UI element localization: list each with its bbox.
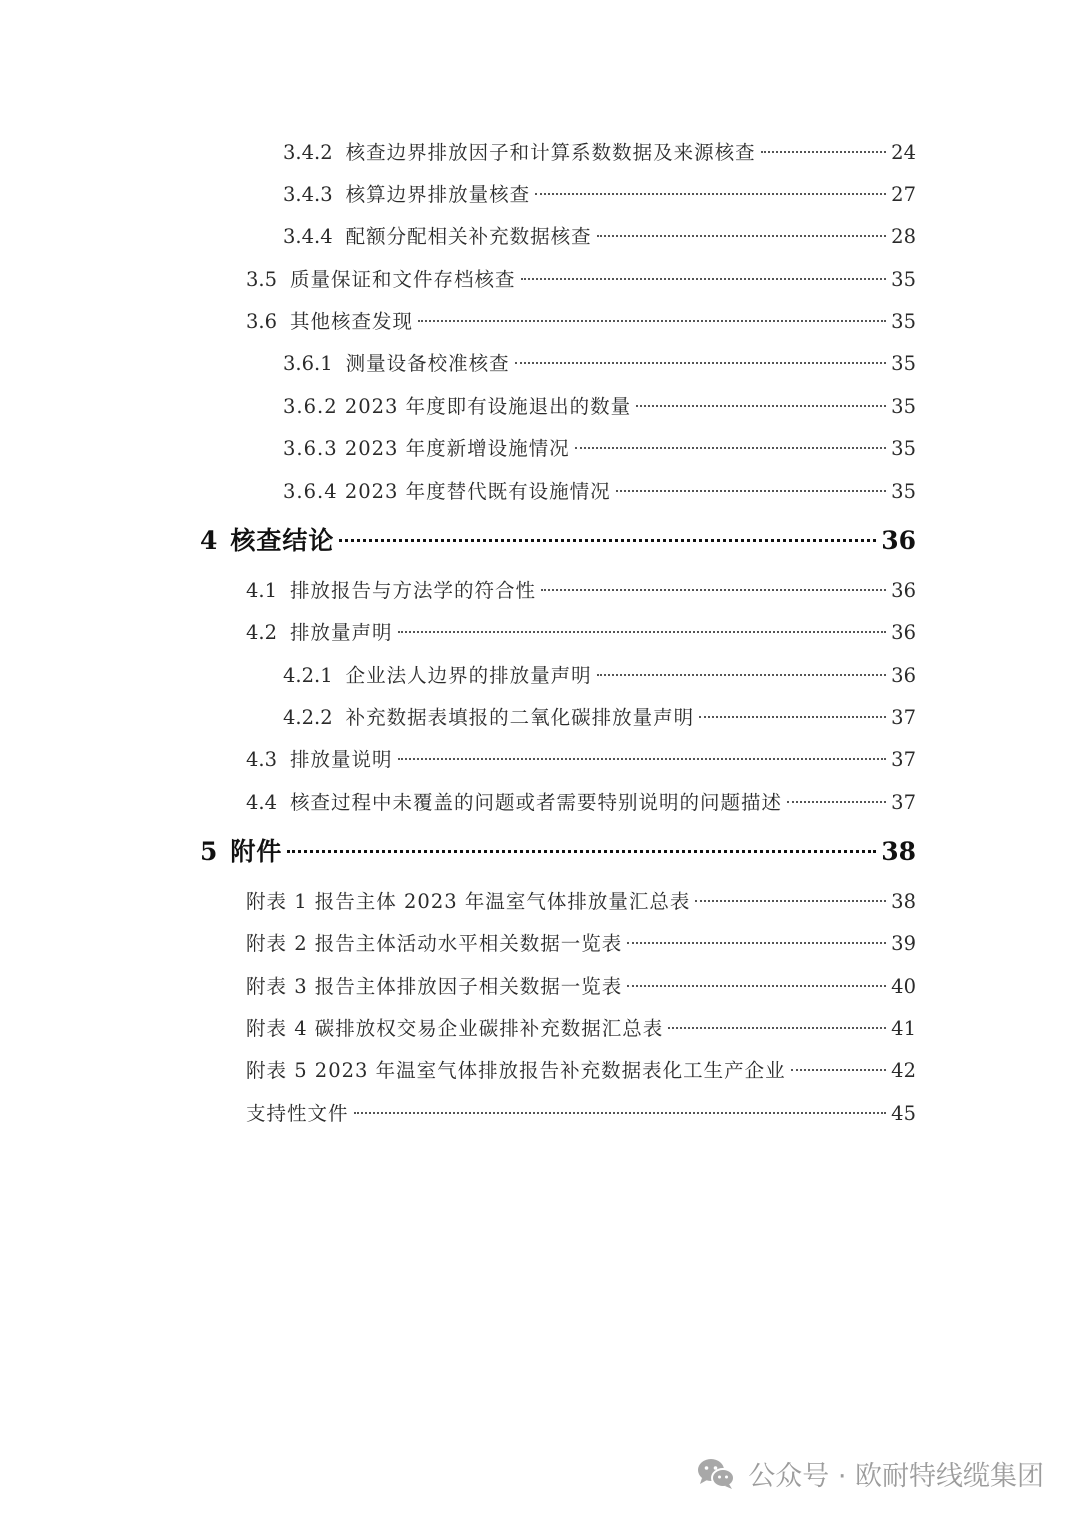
toc-title: 附表 5 2023 年温室气体排放报告补充数据表化工生产企业 — [246, 1059, 786, 1082]
toc-number: 5 — [200, 837, 218, 866]
toc-page-number: 37 — [891, 706, 916, 729]
toc-page-number: 35 — [891, 480, 916, 503]
toc-entry-4-2-2[interactable] — [283, 702, 916, 734]
toc-title: 质量保证和文件存档核查 — [290, 268, 516, 291]
dot-leader — [339, 539, 876, 542]
toc-title: 核算边界排放量核查 — [345, 183, 531, 206]
toc-page-number: 36 — [891, 621, 916, 644]
toc-number: 3.4.3 — [283, 183, 333, 206]
dot-leader — [761, 151, 887, 153]
dot-leader — [616, 490, 887, 492]
toc-page-number: 37 — [891, 748, 916, 771]
watermark-text: 公众号 · 欧耐特线缆集团 — [748, 1461, 1044, 1492]
dot-leader — [535, 193, 886, 195]
toc-page-number: 39 — [891, 932, 916, 955]
toc-entry-appendix-4[interactable] — [246, 1013, 916, 1045]
dot-leader — [541, 589, 886, 591]
dot-leader — [287, 850, 876, 853]
toc-entry-3-4-3[interactable] — [283, 179, 916, 211]
toc-page-number: 28 — [891, 225, 916, 248]
toc-page-number: 35 — [891, 352, 916, 375]
toc-title: 3.6.3 2023 年度新增设施情况 — [283, 437, 570, 460]
toc-title: 附表 4 碳排放权交易企业碳排补充数据汇总表 — [246, 1017, 664, 1040]
toc-title: 附件 — [230, 837, 283, 866]
toc-title: 支持性文件 — [246, 1102, 349, 1125]
toc-page-number: 35 — [891, 437, 916, 460]
toc-title: 附表 1 报告主体 2023 年温室气体排放量汇总表 — [246, 890, 691, 913]
toc-entry-3-6[interactable] — [246, 306, 916, 338]
toc-title: 附表 2 报告主体活动水平相关数据一览表 — [246, 932, 623, 955]
toc-title: 核查边界排放因子和计算系数数据及来源核查 — [345, 141, 756, 164]
toc-entry-3-6-1[interactable] — [283, 348, 916, 380]
toc-page-number: 24 — [891, 141, 916, 164]
watermark — [696, 1454, 1044, 1493]
toc-title: 核查过程中未覆盖的问题或者需要特别说明的问题描述 — [290, 791, 783, 814]
toc-title: 排放量说明 — [290, 748, 393, 771]
dot-leader — [597, 674, 887, 676]
toc-entry-appendix-2[interactable] — [246, 928, 916, 960]
toc-number: 3.4.2 — [283, 141, 333, 164]
toc-number: 4.1 — [246, 579, 278, 602]
toc-entry-appendix-1[interactable] — [246, 886, 916, 918]
toc-entry-3-6-3[interactable] — [283, 433, 916, 465]
toc-title: 排放报告与方法学的符合性 — [290, 579, 537, 602]
toc-page-number: 36 — [891, 579, 916, 602]
dot-leader — [791, 1069, 887, 1071]
toc-title: 核查结论 — [230, 526, 335, 555]
dot-leader — [787, 801, 886, 803]
toc-entry-3-4-4[interactable] — [283, 221, 916, 253]
toc-entry-chapter-4[interactable] — [200, 521, 916, 561]
toc-number: 4.3 — [246, 748, 278, 771]
toc-page-number: 27 — [891, 183, 916, 206]
toc-title: 补充数据表填报的二氧化碳排放量声明 — [345, 706, 695, 729]
dot-leader — [695, 900, 886, 902]
toc-page-number: 36 — [881, 526, 916, 555]
dot-leader — [398, 758, 887, 760]
toc-title: 其他核查发现 — [290, 310, 414, 333]
toc-entry-supporting-files[interactable] — [246, 1098, 916, 1130]
dot-leader — [636, 405, 886, 407]
wechat-logo-icon — [696, 1457, 736, 1491]
toc-number: 3.6 — [246, 310, 278, 333]
toc-number: 4.2 — [246, 621, 278, 644]
dot-leader — [418, 320, 886, 322]
toc-number: 4.2.1 — [283, 664, 333, 687]
toc-number: 4.2.2 — [283, 706, 333, 729]
toc-page-number: 41 — [891, 1017, 916, 1040]
toc-title: 附表 3 报告主体排放因子相关数据一览表 — [246, 975, 623, 998]
toc-entry-4-1[interactable] — [246, 575, 916, 607]
toc-page-number: 38 — [881, 837, 916, 866]
toc-page-number: 45 — [891, 1102, 916, 1125]
toc-entry-3-5[interactable] — [246, 264, 916, 296]
dot-leader — [699, 716, 886, 718]
toc-page-number: 38 — [891, 890, 916, 913]
dot-leader — [597, 235, 887, 237]
dot-leader — [575, 447, 887, 449]
toc-number: 3.6.1 — [283, 352, 333, 375]
toc-page-number: 35 — [891, 395, 916, 418]
toc-entry-4-3[interactable] — [246, 744, 916, 776]
toc-entry-4-2-1[interactable] — [283, 660, 916, 692]
toc-title: 排放量声明 — [290, 621, 393, 644]
toc-title: 测量设备校准核查 — [345, 352, 510, 375]
toc-entry-chapter-5[interactable] — [200, 832, 916, 872]
toc-page-number: 40 — [891, 975, 916, 998]
toc-page-number: 37 — [891, 791, 916, 814]
toc-entry-appendix-3[interactable] — [246, 971, 916, 1003]
toc-entry-3-6-4[interactable] — [283, 476, 916, 508]
toc-entry-4-4[interactable] — [246, 787, 916, 819]
toc-number: 3.4.4 — [283, 225, 333, 248]
toc-title: 配额分配相关补充数据核查 — [345, 225, 592, 248]
toc-entry-4-2[interactable] — [246, 617, 916, 649]
toc-title: 企业法人边界的排放量声明 — [345, 664, 592, 687]
toc-entry-3-4-2[interactable] — [283, 137, 916, 169]
dot-leader — [398, 631, 887, 633]
toc-entry-appendix-5[interactable] — [246, 1055, 916, 1087]
dot-leader — [354, 1112, 887, 1114]
toc-title: 3.6.4 2023 年度替代既有设施情况 — [283, 480, 611, 503]
dot-leader — [515, 362, 887, 364]
toc-title: 3.6.2 2023 年度即有设施退出的数量 — [283, 395, 632, 418]
toc-page-number: 35 — [891, 310, 916, 333]
toc-number: 4 — [200, 526, 218, 555]
toc-page-number: 36 — [891, 664, 916, 687]
toc-number: 3.5 — [246, 268, 278, 291]
toc-entry-3-6-2[interactable] — [283, 391, 916, 423]
dot-leader — [627, 942, 886, 944]
toc-page-number: 35 — [891, 268, 916, 291]
toc-number: 4.4 — [246, 791, 278, 814]
dot-leader — [627, 985, 886, 987]
toc-page-number: 42 — [891, 1059, 916, 1082]
dot-leader — [521, 278, 887, 280]
dot-leader — [668, 1027, 886, 1029]
